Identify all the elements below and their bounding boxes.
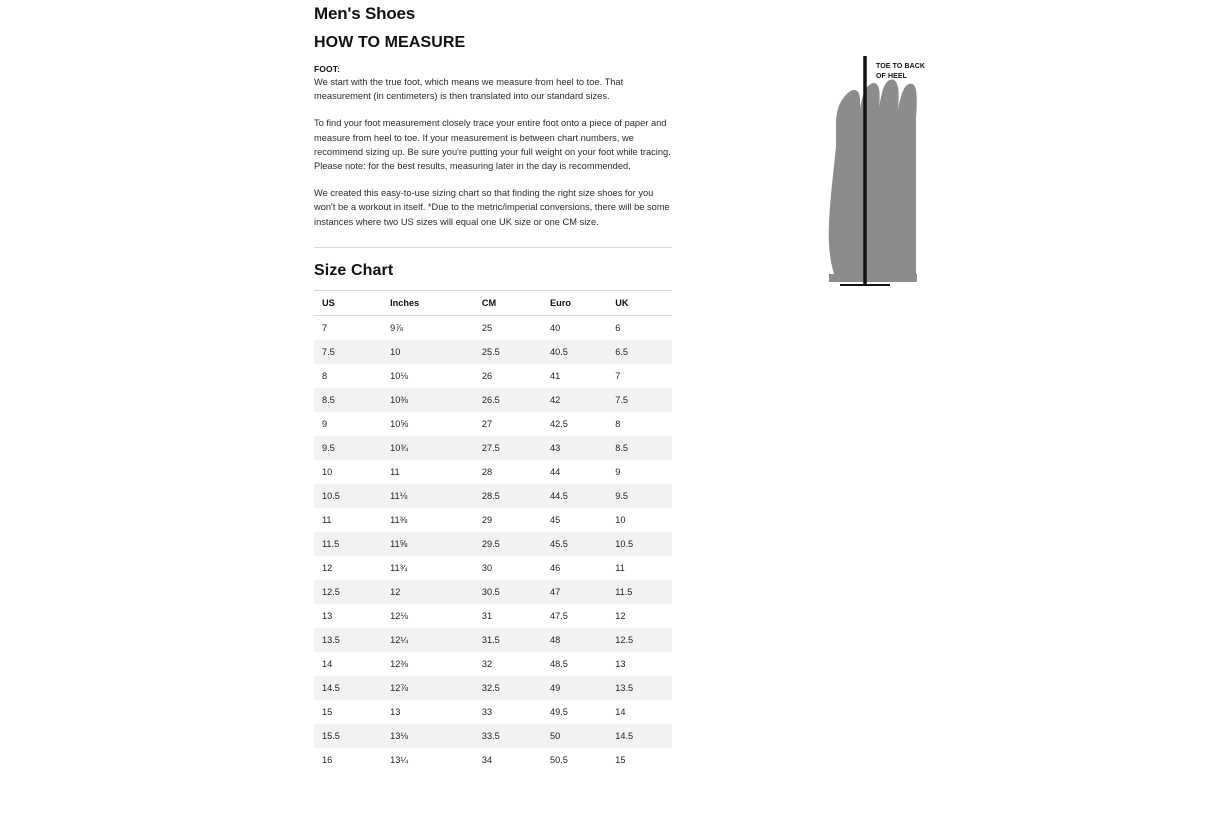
- table-row: [314, 484, 672, 508]
- cell-us: 15: [314, 700, 382, 724]
- table-row: [314, 628, 672, 652]
- cell-us: 14.5: [314, 676, 382, 700]
- cell-us: 10.5: [314, 484, 382, 508]
- cell-us: 14: [314, 652, 382, 676]
- cell-euro: 48: [542, 628, 607, 652]
- heel-base: [829, 274, 917, 282]
- size-chart-body: [314, 315, 672, 772]
- cell-cm: 33.5: [474, 724, 542, 748]
- cell-uk: 12.5: [607, 628, 672, 652]
- cell-inches: 9⅞: [382, 315, 474, 340]
- cell-cm: 32.5: [474, 676, 542, 700]
- cell-us: 10: [314, 460, 382, 484]
- cell-euro: 48.5: [542, 652, 607, 676]
- cell-euro: 50: [542, 724, 607, 748]
- column-header-euro: Euro: [542, 290, 607, 315]
- cell-us: 12.5: [314, 580, 382, 604]
- cell-inches: 13⅛: [382, 724, 474, 748]
- cell-cm: 34: [474, 748, 542, 772]
- cell-us: 11.5: [314, 532, 382, 556]
- cell-cm: 29: [474, 508, 542, 532]
- cell-inches: 12⅜: [382, 652, 474, 676]
- table-row: [314, 556, 672, 580]
- cell-cm: 33: [474, 700, 542, 724]
- cell-inches: 11⅜: [382, 508, 474, 532]
- cell-us: 16: [314, 748, 382, 772]
- cell-uk: 11: [607, 556, 672, 580]
- cell-cm: 31.5: [474, 628, 542, 652]
- document-content: [314, 0, 672, 772]
- cell-euro: 44.5: [542, 484, 607, 508]
- cell-us: 7: [314, 315, 382, 340]
- cell-inches: 10¾: [382, 436, 474, 460]
- column-header-inches: Inches: [382, 290, 474, 315]
- size-chart-table: [314, 290, 672, 772]
- cell-uk: 7.5: [607, 388, 672, 412]
- cell-euro: 45.5: [542, 532, 607, 556]
- cell-uk: 14.5: [607, 724, 672, 748]
- table-row: [314, 364, 672, 388]
- column-header-us: US: [314, 290, 382, 315]
- intro-paragraph-3: We created this easy-to-use sizing chart so that finding the right size shoes for you won't be a workout in itself. *Due to the metric/imperial conversions, there will be some instances where two US sizes will equal one UK size or one CM size.: [314, 188, 670, 227]
- cell-uk: 15: [607, 748, 672, 772]
- cell-cm: 32: [474, 652, 542, 676]
- cell-inches: 13¼: [382, 748, 474, 772]
- cell-uk: 9: [607, 460, 672, 484]
- section-divider: [314, 247, 672, 248]
- cell-uk: 10: [607, 508, 672, 532]
- cell-euro: 40: [542, 315, 607, 340]
- cell-cm: 28.5: [474, 484, 542, 508]
- foot-section-label: FOOT:: [314, 64, 340, 74]
- cell-inches: 12⅛: [382, 604, 474, 628]
- size-chart-heading: Size Chart: [314, 261, 394, 279]
- cell-cm: 30: [474, 556, 542, 580]
- cell-cm: 27: [474, 412, 542, 436]
- table-row: [314, 340, 672, 364]
- table-row: [314, 724, 672, 748]
- cell-cm: 25.5: [474, 340, 542, 364]
- cell-uk: 10.5: [607, 532, 672, 556]
- cell-inches: 10⅛: [382, 364, 474, 388]
- cell-uk: 6: [607, 315, 672, 340]
- table-row: [314, 532, 672, 556]
- cell-euro: 44: [542, 460, 607, 484]
- cell-us: 15.5: [314, 724, 382, 748]
- cell-euro: 40.5: [542, 340, 607, 364]
- table-row: [314, 508, 672, 532]
- cell-cm: 31: [474, 604, 542, 628]
- cell-us: 9: [314, 412, 382, 436]
- size-chart-head: [314, 290, 672, 315]
- cell-uk: 11.5: [607, 580, 672, 604]
- cell-us: 11: [314, 508, 382, 532]
- table-row: [314, 460, 672, 484]
- table-row: [314, 580, 672, 604]
- cell-uk: 13.5: [607, 676, 672, 700]
- cell-uk: 8.5: [607, 436, 672, 460]
- cell-uk: 14: [607, 700, 672, 724]
- cell-euro: 45: [542, 508, 607, 532]
- cell-us: 7.5: [314, 340, 382, 364]
- foot-shape: [829, 80, 917, 280]
- cell-us: 8.5: [314, 388, 382, 412]
- cell-euro: 42: [542, 388, 607, 412]
- table-row: [314, 676, 672, 700]
- intro-paragraph-2: To find your foot measurement closely trace your entire foot onto a piece of paper and measure from heel to toe. If your measurement is between chart numbers, we recommend sizing up. Be sure you're putting your full weight on your foot while tracing. Please note: for the best results, measuring later in the day is recommended.: [314, 118, 671, 172]
- cell-us: 8: [314, 364, 382, 388]
- cell-inches: 11: [382, 460, 474, 484]
- table-row: [314, 700, 672, 724]
- cell-euro: 47: [542, 580, 607, 604]
- intro-paragraph-1: We start with the true foot, which means we measure from heel to toe. That measurement (in centimeters) is then translated into our standard sizes.: [314, 77, 624, 102]
- cell-uk: 9.5: [607, 484, 672, 508]
- table-row: [314, 412, 672, 436]
- cell-inches: 10: [382, 340, 474, 364]
- cell-euro: 41: [542, 364, 607, 388]
- table-row: [314, 604, 672, 628]
- cell-inches: 10⅝: [382, 412, 474, 436]
- cell-euro: 47.5: [542, 604, 607, 628]
- cell-inches: 11¾: [382, 556, 474, 580]
- cell-inches: 11⅝: [382, 532, 474, 556]
- cell-cm: 27.5: [474, 436, 542, 460]
- table-row: [314, 748, 672, 772]
- cell-cm: 25: [474, 315, 542, 340]
- table-header-row: [314, 290, 672, 315]
- cell-euro: 49.5: [542, 700, 607, 724]
- cell-inches: 11⅛: [382, 484, 474, 508]
- cell-uk: 12: [607, 604, 672, 628]
- cell-uk: 6.5: [607, 340, 672, 364]
- cell-us: 13.5: [314, 628, 382, 652]
- cell-uk: 8: [607, 412, 672, 436]
- cell-euro: 43: [542, 436, 607, 460]
- column-header-cm: CM: [474, 290, 542, 315]
- cell-us: 13: [314, 604, 382, 628]
- column-header-uk: UK: [607, 290, 672, 315]
- measure-caption: TOE TO BACK OF HEEL: [876, 63, 926, 80]
- cell-inches: 12¼: [382, 628, 474, 652]
- cell-uk: 7: [607, 364, 672, 388]
- cell-cm: 28: [474, 460, 542, 484]
- table-row: [314, 315, 672, 340]
- cell-uk: 13: [607, 652, 672, 676]
- cell-euro: 49: [542, 676, 607, 700]
- cell-us: 9.5: [314, 436, 382, 460]
- cell-euro: 46: [542, 556, 607, 580]
- cell-cm: 26.5: [474, 388, 542, 412]
- cell-inches: 13: [382, 700, 474, 724]
- cell-euro: 50.5: [542, 748, 607, 772]
- cell-inches: 12⅞: [382, 676, 474, 700]
- page-subtitle: HOW TO MEASURE: [314, 34, 466, 51]
- foot-diagram: [780, 28, 980, 308]
- cell-inches: 12: [382, 580, 474, 604]
- cell-cm: 29.5: [474, 532, 542, 556]
- cell-inches: 10⅜: [382, 388, 474, 412]
- cell-cm: 30.5: [474, 580, 542, 604]
- cell-us: 12: [314, 556, 382, 580]
- table-row: [314, 652, 672, 676]
- cell-cm: 26: [474, 364, 542, 388]
- cell-euro: 42.5: [542, 412, 607, 436]
- table-row: [314, 436, 672, 460]
- page-title: Men's Shoes: [314, 4, 416, 23]
- table-row: [314, 388, 672, 412]
